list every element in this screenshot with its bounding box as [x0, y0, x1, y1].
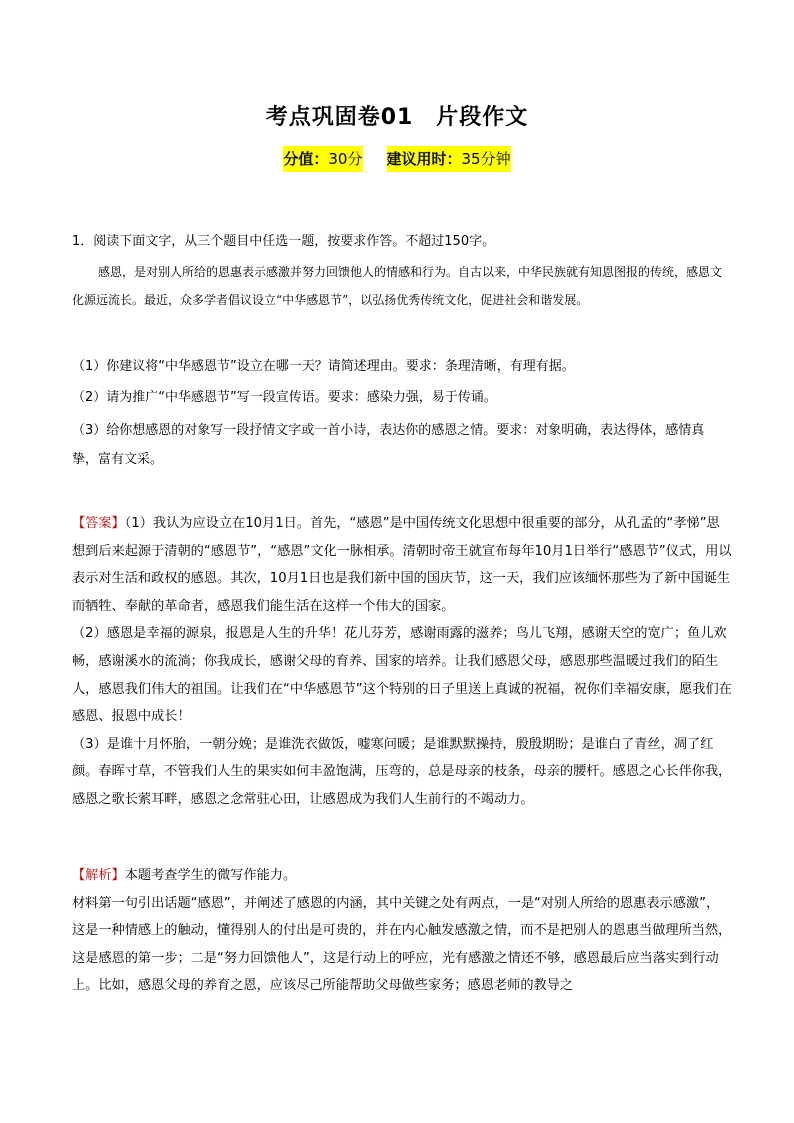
analysis-intro: 本题考查学生的微写作能力。	[124, 868, 297, 883]
time-label: 建议用时：	[387, 146, 462, 172]
question-material	[72, 258, 724, 314]
analysis-section	[72, 862, 732, 1000]
analysis-tag: 【解析】	[72, 868, 125, 883]
question-item-2: （2）请为推广“中华感恩节”写一段宣传语。要求：感染力强，易于传诵。	[72, 390, 497, 405]
answer-section	[72, 510, 732, 814]
answer-part-1	[72, 510, 732, 620]
answer-tag: 【答案】	[72, 516, 125, 531]
analysis-line-1	[72, 862, 732, 890]
score-time-line	[0, 146, 794, 172]
score-unit: 分	[347, 146, 362, 172]
answer-part-3: （3）是谁十月怀胎，一朝分娩；是谁洗衣做饭，嘘寒问暖；是谁默默操持，殷殷期盼；是谁白了青丝，凋了红颜。春晖寸草，不管我们人生的果实如何丰盈饱满，压弯的，总是母亲的枝条，母亲的腰杆。感恩之心长伴你我，感恩之歌长萦耳畔，感恩之念常驻心田，让感恩成为我们人生前行的不竭动力。	[72, 736, 732, 807]
page-title: 考点巩固卷01 片段作文	[265, 105, 529, 130]
question-item-1: （1）你建议将“中华感恩节”设立在哪一天？请简述理由。要求：条理清晰，有理有据。	[72, 359, 575, 374]
analysis-body: 材料第一句引出话题“感恩”，并阐述了感恩的内涵，其中关键之处有两点，一是“对别人所给的恩惠表示感激”，这是一种情感上的触动，懂得别人的付出是可贵的，并在内心触发感激之情，而不是把别人的恩惠当做理所当然，这是感恩的第一步；二是“努力回馈他人”，这是行动上的呼应，光有感激之情还不够，感恩最后应当落实到行动上。比如，感恩父母的养育之恩，应该尽己所能帮助父母做些家务；感恩老师的教导之	[72, 895, 732, 994]
material-text: 感恩，是对别人所给的恩惠表示感激并努力回馈他人的情感和行为。自古以来，中华民族就有知恩图报的传统，感恩文化源远流长。最近，众多学者倡议设立“中华感恩节”，以弘扬优秀传统文化，促进社会和谐发展。	[72, 265, 723, 307]
score-label: 分值：	[283, 146, 328, 172]
highlight-gap	[363, 160, 387, 164]
question-intro: 1．阅读下面文字，从三个题目中任选一题，按要求作答。不超过150字。	[72, 234, 496, 249]
answer-part-2: （2）感恩是幸福的源泉，报恩是人生的升华！花儿芬芳，感谢雨露的滋养；鸟儿飞翔，感谢天空的宽广；鱼儿欢畅，感谢溪水的流淌；你我成长，感谢父母的育养、国家的培养。让我们感恩父母，感恩那些温暖过我们的陌生人，感恩我们伟大的祖国。让我们在“中华感恩节”这个特别的日子里送上真诚的祝福，祝你们幸福安康，愿我们在感恩、报恩中成长！	[72, 626, 732, 725]
time-unit: 分钟	[481, 146, 511, 172]
question-item-3: （3）给你想感恩的对象写一段抒情文字或一首小诗，表达你的感恩之情。要求：对象明确，表达得体，感情真挚，富有文采。	[72, 423, 705, 467]
score-value: 30	[328, 146, 347, 172]
time-value: 35	[462, 146, 481, 172]
answer-part-1-text: （1）我认为应设立在10月1日。首先，“感恩”是中国传统文化思想中很重要的部分，从孔孟的“孝悌”思想到后来起源于清朝的“感恩节”，“感恩”文化一脉相承。清朝时帝王就宣布每年10月1日举行“感恩节”仪式，用以表示对生活和政权的感恩。其次，10月1日也是我们新中国的国庆节，这一天，我们应该缅怀那些为了新中国诞生而牺牲、奉献的革命者，感恩我们能生活在这样一个伟大的国家。	[72, 516, 732, 614]
